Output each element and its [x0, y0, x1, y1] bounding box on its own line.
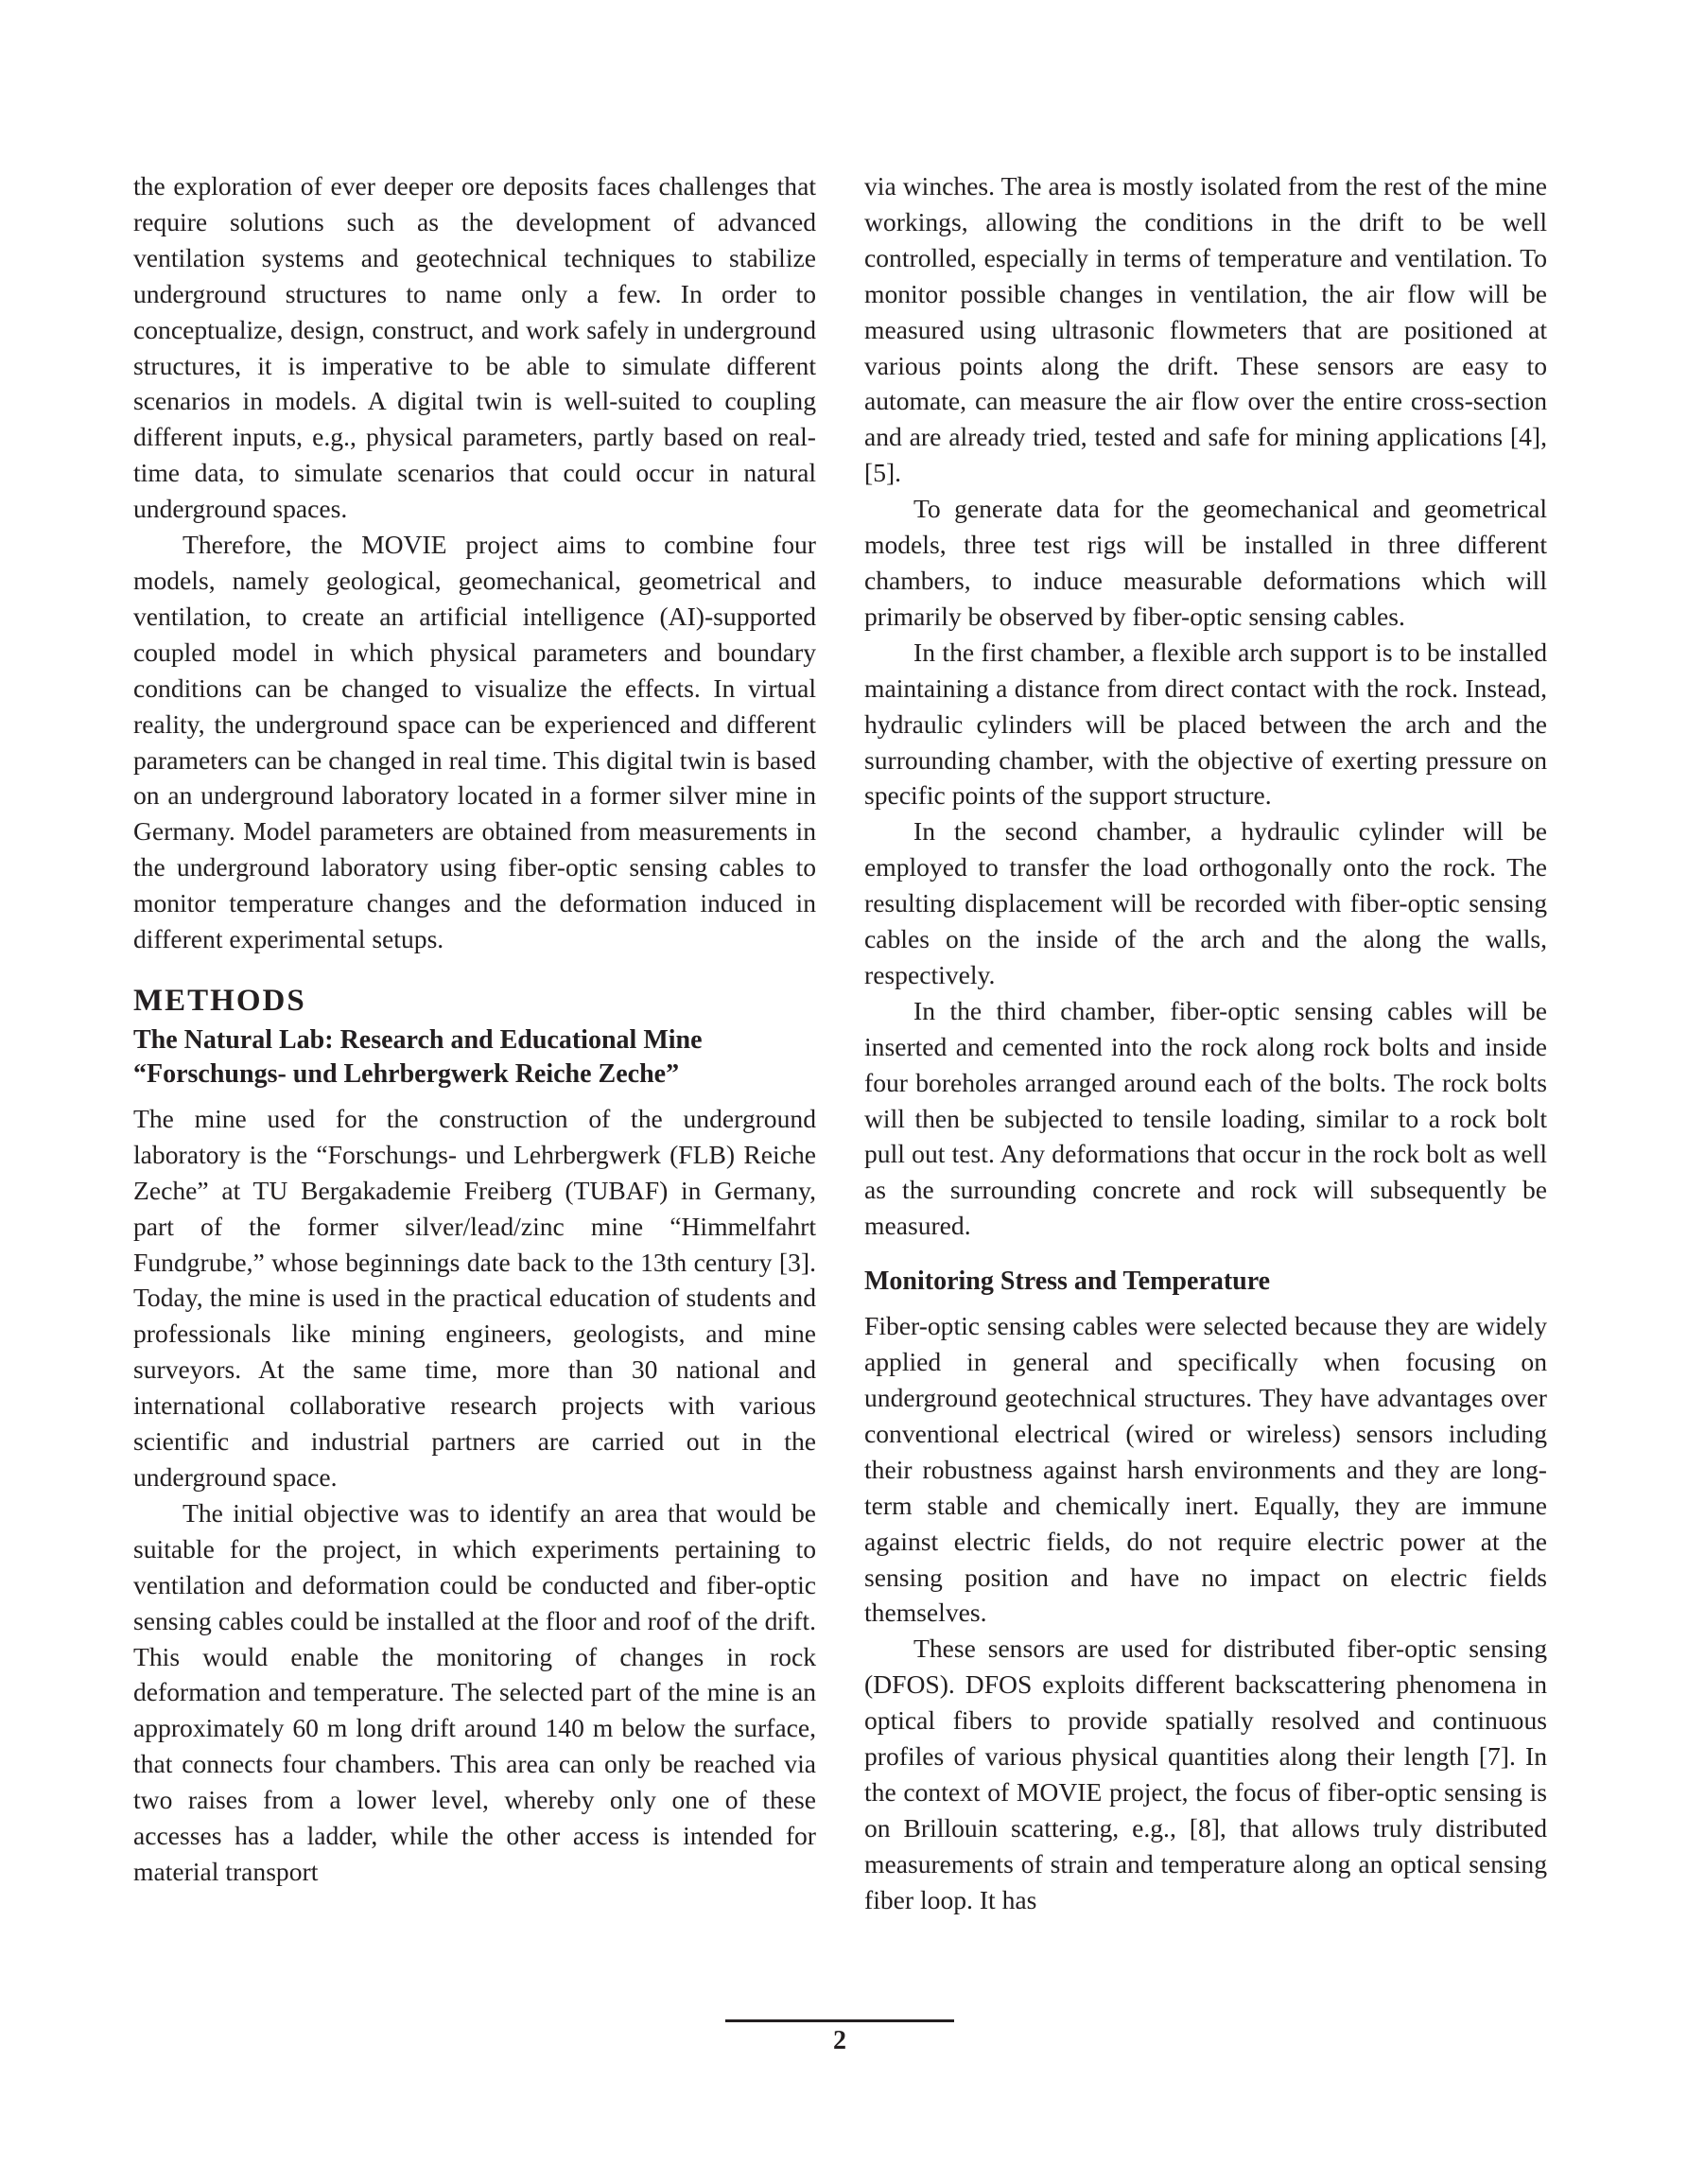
body-paragraph: In the third chamber, fiber-optic sensing cables will be inserted and cemented into the rock along rock bolts and inside four boreholes arranged around each of the bolts. The rock bolts will then be subjected to tensile loading, similar to a rock bolt pull out test. Any deformations that occur in the rock bolt as well as the surrounding concrete and rock will subsequently be measured. [864, 995, 1547, 1241]
body-paragraph: The initial objective was to identify an area that would be suitable for the project, in which experiments pertaining to ventilation and deformation could be conducted and fiber-optic sensing cables could be installed at the floor and roof of the drift. This would enable the monitoring of changes in rock deformation and temperature. The selected part of the mine is an approximately 60 m long drift around 140 m below the surface, that connects four chambers. This area can only be reached via two raises from a lower level, whereby only one of these accesses has a ladder, while the other access is intended for material transport [133, 1497, 816, 1886]
right-column [864, 168, 1547, 1918]
left-column [133, 168, 816, 1890]
subsection-heading [133, 1023, 816, 1092]
body-paragraph: Fiber-optic sensing cables were selected because they are widely applied in general and specifically when focusing on underground geotechnical structures. They have advantages over conventional electrical (wired or wireless) sensors including their robustness against harsh environments and they are long-term stable and chemically inert. Equally, they are immune against electric fields, do not require electric power at the sensing position and have no impact on electric fields themselves. [864, 1311, 1547, 1628]
subsection-heading-line: The Natural Lab: Research and Educational Mine [133, 1024, 703, 1055]
body-paragraph: These sensors are used for distributed fiber-optic sensing (DFOS). DFOS exploits different backscattering phenomena in optical fibers to provide spatially resolved and continuous profiles of various physical quantities along their length [7]. In the context of MOVIE project, the focus of fiber-optic sensing is on Brillouin scattering, e.g., [8], that allows truly distributed measurements of strain and temperature along an optical sensing fiber loop. It has [864, 1634, 1547, 1914]
subsection-heading-line: “Forschungs- und Lehrbergwerk Reiche Zeche” [133, 1058, 680, 1089]
footer-rule [725, 2019, 954, 2022]
section-heading: METHODS [133, 983, 306, 1018]
subsection-heading: Monitoring Stress and Temperature [864, 1267, 1271, 1297]
body-paragraph: In the first chamber, a flexible arch support is to be installed maintaining a distance from direct contact with the rock. Instead, hydraulic cylinders will be placed between the arch and the surrounding chamber, with the objective of exerting pressure on specific points of the support structure. [864, 637, 1547, 811]
body-paragraph: Therefore, the MOVIE project aims to combine four models, namely geological, geomechanical, geometrical and ventilation, to create an artificial intelligence (AI)-supported coupled model in which physical parameters and boundary conditions can be changed to visualize the effects. In virtual reality, the underground space can be experienced and different parameters can be changed in real time. This digital twin is based on an underground laboratory located in a former silver mine in Germany. Model parameters are obtained from measurements in the underground laboratory using fiber-optic sensing cables to monitor temperature changes and the deformation induced in different experimental setups. [133, 530, 816, 954]
body-paragraph: The mine used for the construction of the underground laboratory is the “Forschungs- und Lehrbergwerk (FLB) Reiche Zeche” at TU Bergakademie Freiberg (TUBAF) in Germany, part of the former silver/lead/zinc mine “Himmelfahrt Fundgrube,” whose beginnings date back to the 13th century [3]. Today, the mine is used in the practical education of students and professionals like mining engineers, geologists, and mine surveyors. At the same time, more than 30 national and international collaborative research projects with various scientific and industrial partners are carried out in the underground space. [133, 1103, 816, 1492]
body-paragraph: To generate data for the geomechanical and geometrical models, three test rigs will be installed in three different chambers, to induce measurable deformations which will primarily be observed by fiber-optic sensing cables. [864, 494, 1547, 631]
body-paragraph: In the second chamber, a hydraulic cylinder will be employed to transfer the load orthogonally onto the rock. The resulting displacement will be recorded with fiber-optic sensing cables on the inside of the arch and the along the walls, respectively. [864, 816, 1547, 989]
body-paragraph: the exploration of ever deeper ore deposits faces challenges that require solutions such as the development of advanced ventilation systems and geotechnical techniques to stabilize underground structures to name only a few. In order to conceptualize, design, construct, and work safely in underground structures, it is imperative to be able to simulate different scenarios in models. A digital twin is well-suited to coupling different inputs, e.g., physical parameters, partly based on real-time data, to simulate scenarios that could occur in natural underground spaces. [133, 171, 816, 524]
body-paragraph: via winches. The area is mostly isolated from the rest of the mine workings, allowing the conditions in the drift to be well controlled, especially in terms of temperature and ventilation. To monitor possible changes in ventilation, the air flow will be measured using ultrasonic flowmeters that are positioned at various points along the drift. These sensors are easy to automate, can measure the air flow over the entire cross-section and are already tried, tested and safe for mining applications [4], [5]. [864, 171, 1547, 488]
page-number: 2 [833, 2026, 846, 2055]
